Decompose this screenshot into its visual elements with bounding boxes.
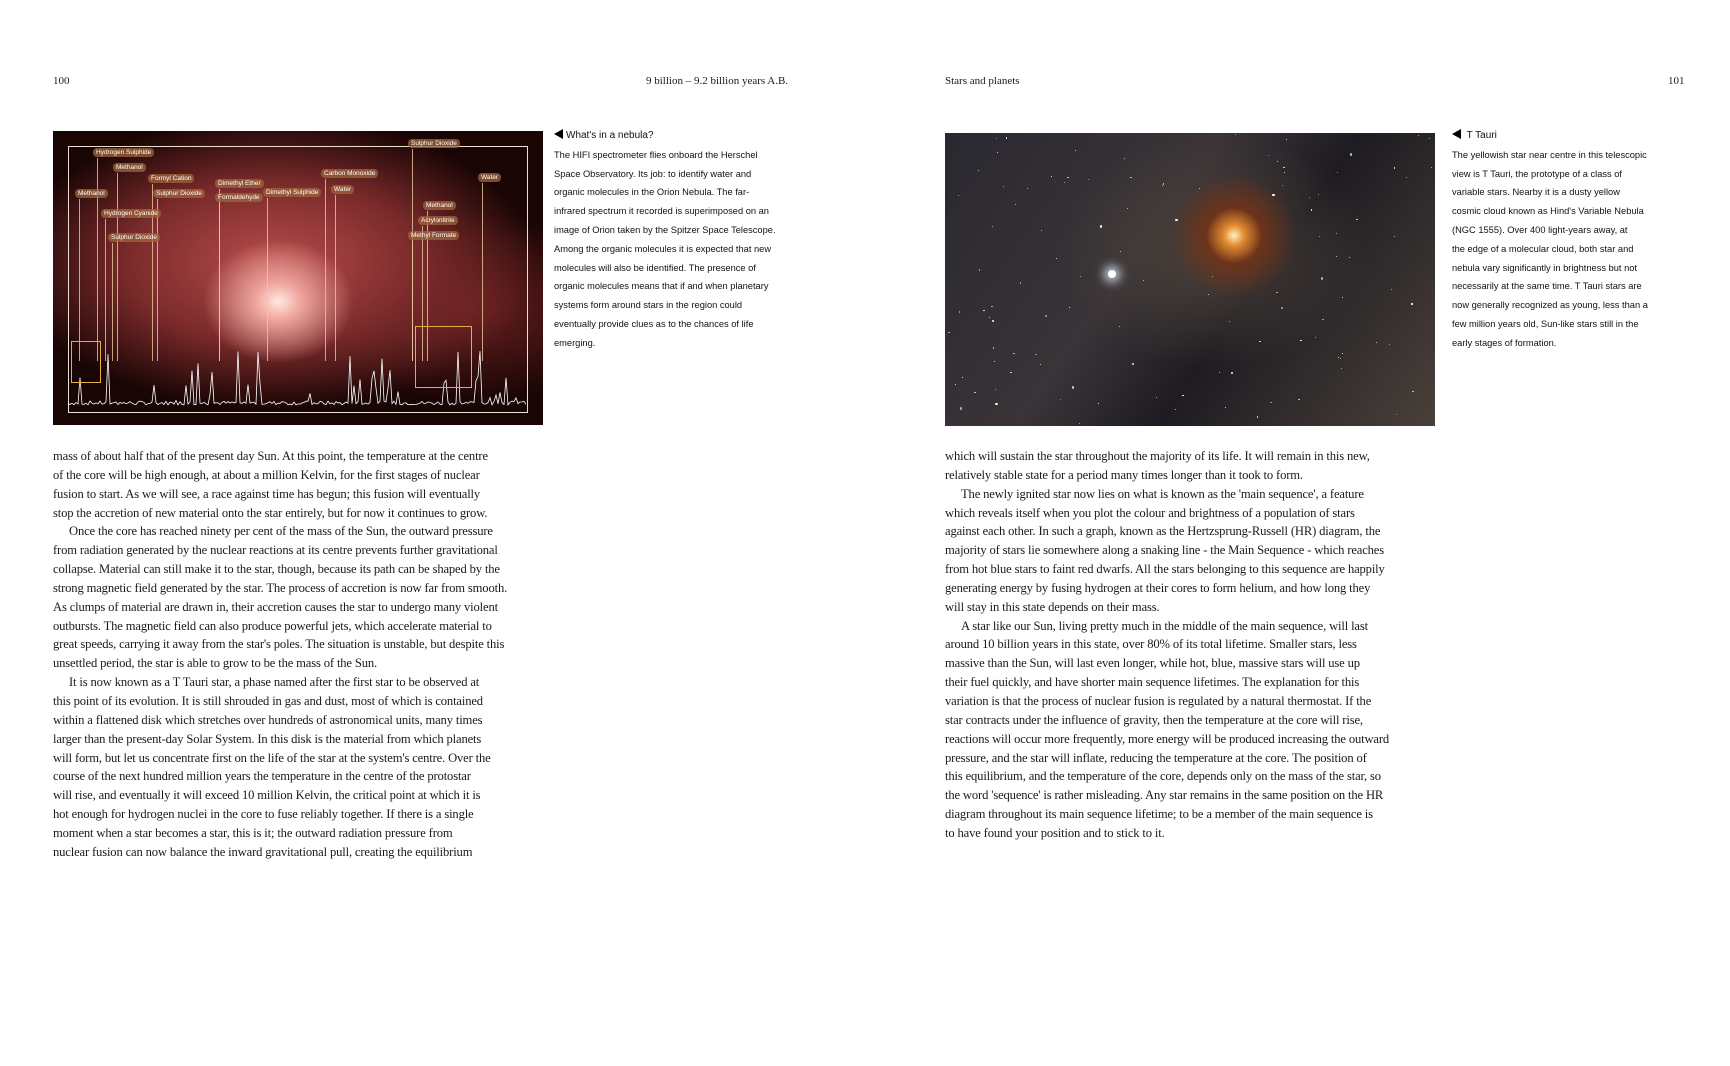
star — [1124, 158, 1125, 159]
molecule-label: Methyl Formate — [408, 231, 459, 240]
star — [1391, 289, 1392, 290]
text-line: their fuel quickly, and have shorter main sequence lifetimes. The explanation for this — [945, 675, 1360, 690]
molecule-label: Hydrogen Cyanide — [101, 209, 161, 218]
star — [1340, 358, 1341, 359]
text-line: around 10 billion years in this state, over 80% of its total lifetime. Smaller stars, less — [945, 637, 1357, 652]
star — [1336, 233, 1337, 234]
text-line: pressure, and the star will inflate, reducing the temperature at the core. The position of — [945, 750, 1367, 765]
star — [1064, 182, 1065, 183]
text-line: generating energy by fusing hydrogen at their cores to form helium, and how long they — [945, 580, 1371, 595]
star — [1098, 403, 1099, 404]
star — [983, 310, 984, 311]
star — [1130, 177, 1131, 178]
star — [1162, 185, 1163, 186]
text-line: Once the core has reached ninety per cent of the mass of the Sun, the outward pressure — [69, 524, 493, 539]
star — [1376, 342, 1377, 343]
star — [979, 269, 980, 270]
star — [1045, 315, 1048, 318]
star — [1411, 303, 1412, 304]
star — [1268, 155, 1269, 156]
molecule-label: Dimethyl Sulphide — [263, 188, 321, 197]
star — [1051, 176, 1052, 177]
star — [1010, 372, 1011, 373]
text-line: strong magnetic field generated by the star. The process of accretion is now far from smooth. — [53, 580, 508, 595]
molecule-label: Methanol — [113, 163, 146, 172]
molecule-label: Methanol — [423, 201, 456, 210]
arrow-left-icon — [1452, 129, 1461, 139]
text-line: within a flattened disk which stretches over hundreds of astronomical units, many times — [53, 712, 483, 727]
page-number-right: 101 — [1668, 75, 1685, 87]
page-number-left: 100 — [53, 75, 70, 87]
text-line: image of Orion taken by the Spitzer Space Telescope. — [554, 224, 776, 235]
star — [974, 392, 975, 393]
star — [1175, 219, 1178, 222]
text-line: against each other. In such a graph, known as the Hertzsprung-Russell (HR) diagram, the — [945, 524, 1381, 539]
text-line: will stay in this state depends on their mass. — [945, 599, 1160, 614]
star — [1041, 230, 1042, 231]
text-line: relatively stable state for a period many times longer than it took to form. — [945, 467, 1303, 482]
star — [992, 320, 995, 323]
star — [1208, 294, 1209, 295]
text-line: variable stars. Nearby it is a dusty yellow — [1452, 187, 1620, 198]
text-line: As clumps of material are drawn in, their accretion causes the star to undergo many violent — [53, 599, 498, 614]
star — [995, 389, 996, 390]
arrow-left-icon — [554, 129, 563, 139]
star — [1277, 161, 1278, 162]
text-line: course of the next hundred million years the temperature in the centre of the protostar — [53, 769, 471, 784]
star — [1338, 357, 1339, 358]
text-line: organic molecules means that if and when planetary — [554, 281, 769, 292]
molecule-label: Sulphur Dioxide — [408, 139, 460, 148]
star — [958, 195, 959, 196]
molecule-label: Dimethyl Ether — [215, 179, 264, 188]
text-line: collapse. Material can still make it to the star, though, because its path can be shaped by the — [53, 562, 500, 577]
star — [1394, 167, 1395, 168]
star — [1257, 416, 1258, 417]
text-line: reactions will occur more frequently, more energy will be produced increasing the outward — [945, 731, 1390, 746]
star — [1281, 307, 1282, 308]
star — [1283, 167, 1284, 168]
star — [1120, 251, 1121, 252]
molecule-label: Water — [331, 185, 354, 194]
star — [1270, 402, 1271, 403]
highlight-box-right — [415, 326, 472, 388]
star — [1235, 134, 1236, 135]
star — [1156, 397, 1157, 398]
text-line: early stages of formation. — [1452, 337, 1557, 348]
star — [960, 407, 963, 410]
highlight-box-left — [71, 341, 101, 383]
star — [1072, 386, 1075, 389]
nebula-caption — [554, 127, 794, 353]
star — [1309, 197, 1310, 198]
star — [1225, 407, 1226, 408]
star — [1060, 399, 1061, 400]
star — [1027, 188, 1028, 189]
star — [1199, 188, 1200, 189]
text-line: diagram throughout its main sequence lifetime; to be a member of the main sequence is — [945, 807, 1373, 822]
star — [1318, 194, 1319, 195]
star — [1389, 344, 1390, 345]
star — [1040, 364, 1041, 365]
star — [1006, 137, 1007, 138]
bright-star — [1108, 270, 1116, 278]
running-head-left: 9 billion – 9.2 billion years A.B. — [646, 75, 789, 87]
star — [1127, 208, 1128, 209]
star — [1119, 326, 1120, 327]
star — [1075, 150, 1076, 151]
text-line: mass of about half that of the present day Sun. At this point, the temperature at the centre — [53, 449, 488, 463]
molecule-label: Acrylonitrile — [418, 216, 458, 225]
star — [1311, 209, 1312, 210]
star — [959, 311, 960, 312]
text-line: from hot blue stars to faint red dwarfs. All the stars belonging to this sequence are happily — [945, 562, 1385, 577]
star — [1013, 353, 1014, 354]
star — [1315, 337, 1316, 338]
text-line: The HIFI spectrometer flies onboard the Herschel — [554, 149, 758, 160]
star — [1394, 236, 1395, 237]
text-line: massive than the Sun, will last even longer, while hot, blue, massive stars will use up — [945, 656, 1360, 671]
text-line: which will sustain the star throughout the majority of its life. It will remain in this new, — [945, 449, 1370, 463]
molecule-label: Formyl Cation — [148, 174, 194, 183]
molecule-label: Carbon Monoxide — [321, 169, 378, 178]
star — [1431, 167, 1432, 168]
text-line: majority of stars lie somewhere along a snaking line - the Main Sequence - which reaches — [945, 543, 1384, 558]
molecule-label: Sulphur Dioxide — [153, 189, 205, 198]
star — [1015, 204, 1016, 205]
text-line: this equilibrium, and the temperature of the core, depends only on the mass of the star, so — [945, 769, 1381, 784]
star — [1100, 225, 1103, 228]
text-line: The yellowish star near centre in this telescopic — [1452, 149, 1647, 160]
text-line: A star like our Sun, living pretty much in the middle of the main sequence, will last — [961, 618, 1368, 633]
star — [1396, 414, 1397, 415]
text-line: outbursts. The magnetic field can also produce powerful jets, which accelerate material to — [53, 618, 492, 633]
star — [1412, 391, 1413, 392]
star — [1322, 319, 1323, 320]
star — [1418, 135, 1419, 136]
running-head-right: Stars and planets — [945, 75, 1020, 87]
star — [1163, 183, 1164, 184]
text-line: will form, but let us concentrate first on the life of the star at the system's centre. Over the — [53, 750, 491, 765]
text-line: necessarily at the same time. T Tauri stars are — [1452, 281, 1642, 292]
star — [1282, 185, 1283, 186]
text-line: (NGC 1555). Over 400 light-years away, at — [1452, 224, 1628, 235]
text-line: moment when a star becomes a star, this is it; the outward radiation pressure from — [53, 825, 453, 840]
text-line: few million years old, Sun-like stars still in the — [1452, 318, 1639, 329]
text-line: which reveals itself when you plot the colour and brightness of a population of stars — [945, 505, 1355, 520]
star — [1212, 276, 1213, 277]
star — [1350, 153, 1353, 156]
star — [997, 152, 998, 153]
text-line: cosmic cloud known as Hind's Variable Nebula — [1452, 206, 1644, 217]
star — [1284, 172, 1285, 173]
text-line: view is T Tauri, the prototype of a class of — [1452, 168, 1623, 179]
text-line: star contracts under the influence of gravity, then the temperature at the core will rise, — [945, 712, 1363, 727]
star — [1219, 372, 1220, 373]
star — [1286, 139, 1287, 140]
star — [1336, 256, 1337, 257]
star — [1356, 219, 1357, 220]
text-line: nuclear fusion can now balance the inward gravitational pull, creating the equilibrium — [53, 844, 473, 859]
caption-title: What's in a nebula? — [566, 130, 654, 141]
text-line: organic molecules in the Orion Nebula. The far- — [554, 187, 750, 198]
text-line: larger than the present-day Solar System. In this disk is the material from which planets — [53, 731, 482, 746]
star — [1406, 177, 1407, 178]
text-line: emerging. — [554, 337, 596, 348]
star — [1429, 138, 1430, 139]
star — [1069, 307, 1070, 308]
star — [1143, 280, 1144, 281]
body-text-left — [53, 447, 553, 862]
text-line: will rise, and eventually it will exceed 10 million Kelvin, the critical point at which it is — [53, 788, 481, 803]
text-line: variation is that the process of nuclear fusion is regulated by a natural thermostat. If the — [945, 693, 1372, 708]
star — [992, 226, 993, 227]
star — [1132, 363, 1133, 364]
star — [989, 317, 990, 318]
star — [1349, 257, 1350, 258]
star — [993, 347, 994, 348]
star — [1175, 409, 1176, 410]
molecule-label: Formaldehyde — [215, 193, 263, 202]
text-line: infrared spectrum it recorded is superimposed on an — [554, 206, 769, 217]
star — [962, 377, 963, 378]
text-line: now generally recognized as young, less than a — [1452, 300, 1648, 311]
star — [994, 361, 995, 362]
star — [955, 384, 956, 385]
molecule-label: Sulphur Dioxide — [108, 233, 160, 242]
text-line: nebula vary significantly in brightness but not — [1452, 262, 1638, 273]
star — [995, 403, 998, 406]
text-line: the edge of a molecular cloud, both star and — [1452, 243, 1634, 254]
text-line: It is now known as a T Tauri star, a phase named after the first star to be observed at — [69, 675, 480, 690]
orion-nebula-spectrum-image — [53, 131, 543, 425]
star — [1300, 340, 1301, 341]
text-line: hot enough for hydrogen nuclei in the core to fuse reliably together. If there is a single — [53, 807, 474, 822]
star — [991, 306, 992, 307]
text-line: the word 'sequence' is rather misleading. Any star remains in the same position on the HR — [945, 788, 1384, 803]
star — [1079, 423, 1080, 424]
caption-title: T Tauri — [1466, 130, 1497, 141]
text-line: to have found your position and to stick to it. — [945, 825, 1165, 840]
star — [1341, 368, 1342, 369]
text-line: Among the organic molecules it is expected that new — [554, 243, 772, 254]
star — [1003, 186, 1004, 187]
star — [1298, 399, 1299, 400]
text-line: unsettled period, the star is able to grow to be the mass of the Sun. — [53, 656, 378, 671]
star — [1342, 297, 1343, 298]
star — [1276, 292, 1277, 293]
star — [1231, 372, 1234, 375]
star — [996, 138, 997, 139]
star — [1272, 194, 1275, 197]
star — [1337, 172, 1338, 173]
text-line: The newly ignited star now lies on what is known as the 'main sequence', a feature — [961, 486, 1364, 501]
star — [1035, 354, 1036, 355]
star — [1088, 179, 1089, 180]
body-text-right — [945, 447, 1445, 843]
star — [948, 332, 949, 333]
star — [1067, 177, 1068, 178]
text-line: fusion to start. As we will see, a race against time has begun; this fusion will eventually — [53, 486, 481, 501]
text-line: from radiation generated by the nuclear reactions at its centre prevents further gravitational — [53, 543, 498, 558]
t-tauri-caption — [1452, 127, 1692, 353]
text-line: stop the accretion of new material onto the star entirely, but for now it continues to grow. — [53, 505, 488, 520]
star — [1229, 321, 1230, 322]
star — [1259, 341, 1260, 342]
star — [1319, 236, 1320, 237]
text-line: this point of its evolution. It is still shrouded in gas and dust, most of which is contained — [53, 693, 483, 708]
star — [1342, 353, 1343, 354]
star — [1080, 276, 1081, 277]
star — [1020, 282, 1021, 283]
text-line: molecules will also be identified. The presence of — [554, 262, 756, 273]
text-line: systems form around stars in the region could — [554, 300, 743, 311]
star — [1182, 395, 1183, 396]
t-tauri-telescope-image — [945, 133, 1435, 426]
molecule-label: Methanol — [75, 189, 108, 198]
text-line: Space Observatory. Its job: to identify water and — [554, 168, 752, 179]
text-line: of the core will be high enough, at about a million Kelvin, for the first stages of nuclear — [53, 467, 480, 482]
text-line: great speeds, carrying it away from the star's poles. The situation is unstable, but despite this — [53, 637, 505, 652]
star — [1056, 258, 1057, 259]
molecule-label: Water — [478, 173, 501, 182]
text-line: eventually provide clues as to the chances of life — [554, 318, 754, 329]
star — [1229, 233, 1230, 234]
star — [1321, 277, 1324, 280]
molecule-label: Hydrogen Sulphide — [93, 148, 154, 157]
star — [978, 170, 979, 171]
